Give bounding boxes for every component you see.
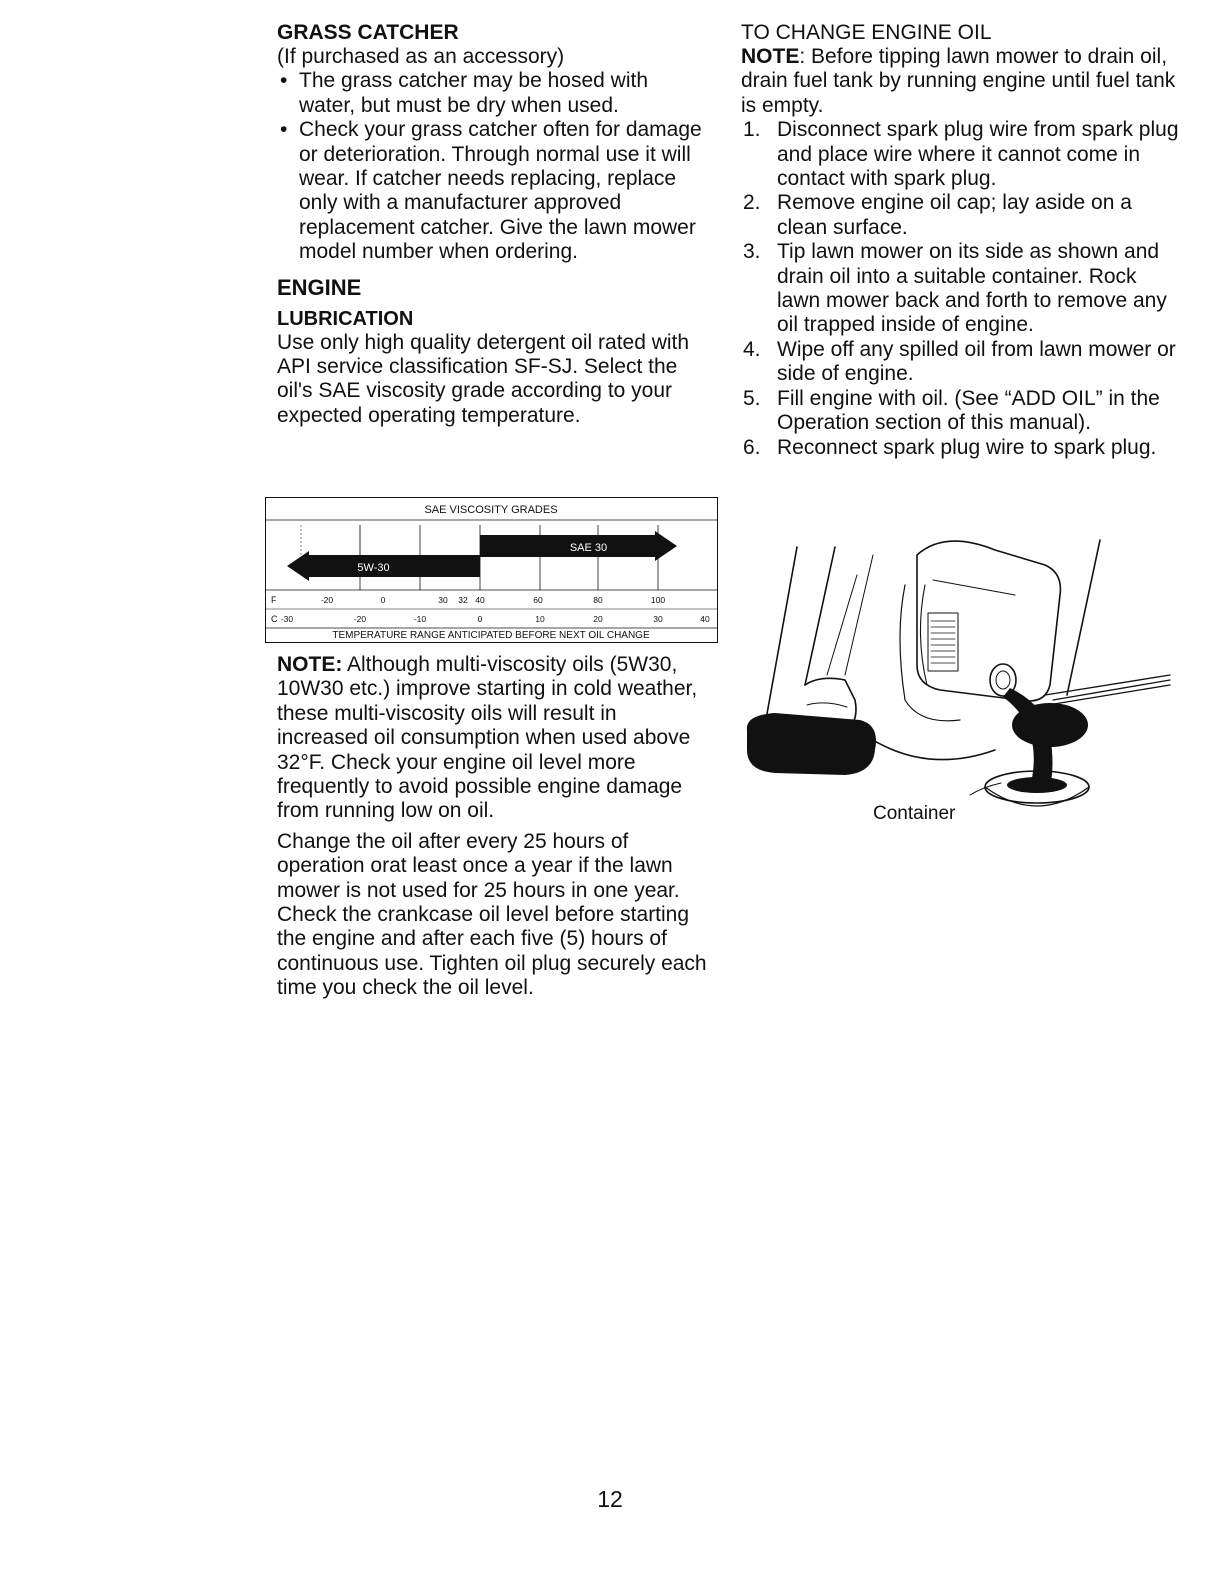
step-item	[741, 436, 1181, 460]
lubrication-heading: LUBRICATION	[277, 307, 414, 330]
c-tick-label: 40	[700, 614, 710, 624]
label-plate	[928, 613, 958, 671]
change-oil-heading: TO CHANGE ENGINE OIL	[741, 21, 992, 44]
handle-line	[765, 547, 797, 725]
bullet-item: • Check your grass catcher often for damage or deterioration. Through normal use it will wear. If catcher needs replacing, replace only with a manufacturer approved replacement catcher. Give the lawn mower model number when ordering.	[277, 118, 707, 264]
check-oil-paragraph: Check the crankcase oil level before starting the engine and after each five (5) hours of continuous use. Tighten oil plug securely each time you check the oil level.	[277, 903, 707, 1000]
left-notes	[277, 653, 707, 1001]
grass-catcher-subtitle: (If purchased as an accessory)	[277, 45, 565, 68]
step-number: 4.	[743, 337, 761, 361]
f-tick-label: 60	[533, 595, 543, 605]
step-text: Tip lawn mower on its side as shown and drain oil into a suitable container. Rock lawn mower back and forth to remove any oil trapped inside of engine.	[777, 240, 1167, 337]
note-label: NOTE:	[277, 653, 343, 676]
c-tick-label: 10	[535, 614, 545, 624]
handle-line	[827, 575, 857, 675]
deck-curve	[807, 703, 847, 707]
label-plate-lines	[931, 621, 955, 663]
step-item	[741, 240, 1181, 338]
step-number: 2.	[743, 191, 761, 215]
bullet-item: • The grass catcher may be hosed with water, but must be dry when used.	[277, 69, 707, 118]
page-number: 12	[597, 1486, 623, 1512]
deck-edge-line	[1067, 540, 1100, 695]
step-number: 1.	[743, 118, 761, 142]
c-tick-label: -20	[353, 614, 367, 624]
f-tick-label: 0	[380, 595, 386, 605]
f-axis-label: F	[271, 595, 277, 605]
step-item	[741, 387, 1181, 436]
right-note-label: NOTE	[741, 45, 800, 68]
change-oil-steps	[741, 118, 1181, 460]
engine-outline	[900, 585, 960, 721]
grass-catcher-bullets	[277, 69, 707, 264]
viscosity-bar-label: SAE 30	[569, 542, 608, 554]
dipstick-tube	[1045, 675, 1170, 705]
viscosity-chart	[265, 497, 718, 643]
oil-fill-spout	[996, 671, 1010, 689]
f-tick-label: 40	[475, 595, 485, 605]
c-tick-label: 30	[653, 614, 663, 624]
f-tick-label: 80	[593, 595, 603, 605]
c-axis-label: C	[271, 614, 278, 624]
step-number: 3.	[743, 240, 761, 264]
right-note-paragraph	[741, 45, 1181, 118]
note-text: Although multi-viscosity oils (5W30, 10W30 etc.) improve starting in cold weather, these multi-viscosity oils will result in increased oil consumption when used above 32°F. Check your engine oil level more frequently to avoid possible engine damage from running low on oil.	[277, 653, 698, 823]
c-tick-label: -30	[280, 614, 294, 624]
c-tick-label: 0	[477, 614, 483, 624]
engine-edge	[920, 585, 927, 685]
step-text: Fill engine with oil. (See “ADD OIL” in the Operation section of this manual).	[777, 386, 1160, 435]
viscosity-bar-label: 5W-30	[357, 562, 390, 574]
right-column	[741, 20, 1181, 460]
right-note-text: : Before tipping lawn mower to drain oil, drain fuel tank by running engine until fuel tank is empty.	[741, 45, 1176, 117]
engine-edge	[933, 580, 1015, 595]
handle-line	[845, 555, 873, 675]
oil-drain-illustration	[745, 525, 1175, 825]
engine-heading: ENGINE	[277, 274, 362, 300]
c-tick-label: -10	[413, 614, 427, 624]
step-number: 5.	[743, 386, 761, 410]
grass-catcher-heading: GRASS CATCHER	[277, 21, 459, 44]
f-tick-label: 100	[650, 595, 666, 605]
chart-footer: TEMPERATURE RANGE ANTICIPATED BEFORE NEXT OIL CHANGE	[332, 630, 650, 641]
c-tick-label: 20	[593, 614, 603, 624]
change-oil-paragraph: Change the oil after every 25 hours of operation orat least once a year if the lawn mower is not used for 25 hours in one year.	[277, 829, 680, 902]
step-item	[741, 191, 1181, 240]
step-text: Disconnect spark plug wire from spark plug and place wire where it cannot come in contact with spark plug.	[777, 118, 1179, 191]
oil-pool	[1007, 777, 1067, 793]
f-tick-label: -20	[320, 595, 334, 605]
note-paragraph	[277, 653, 707, 824]
step-number: 6.	[743, 435, 761, 459]
f-tick-label: 30	[438, 595, 448, 605]
left-column	[277, 20, 707, 428]
container-label: Container	[873, 803, 956, 824]
deck-bottom	[865, 735, 995, 760]
step-text: Remove engine oil cap; lay aside on a clean surface.	[777, 191, 1132, 239]
wheel-left	[747, 713, 876, 775]
step-item	[741, 118, 1181, 191]
step-text: Wipe off any spilled oil from lawn mower or side of engine.	[777, 337, 1176, 386]
chart-title: SAE VISCOSITY GRADES	[424, 504, 558, 516]
step-text: Reconnect spark plug wire to spark plug.	[777, 435, 1157, 459]
f-tick-label: 32	[458, 595, 468, 605]
lubrication-text: Use only high quality detergent oil rated with API service classification SF-SJ. Select the oil's SAE viscosity grade according to your expected operating temperature.	[277, 330, 690, 427]
step-item	[741, 338, 1181, 387]
